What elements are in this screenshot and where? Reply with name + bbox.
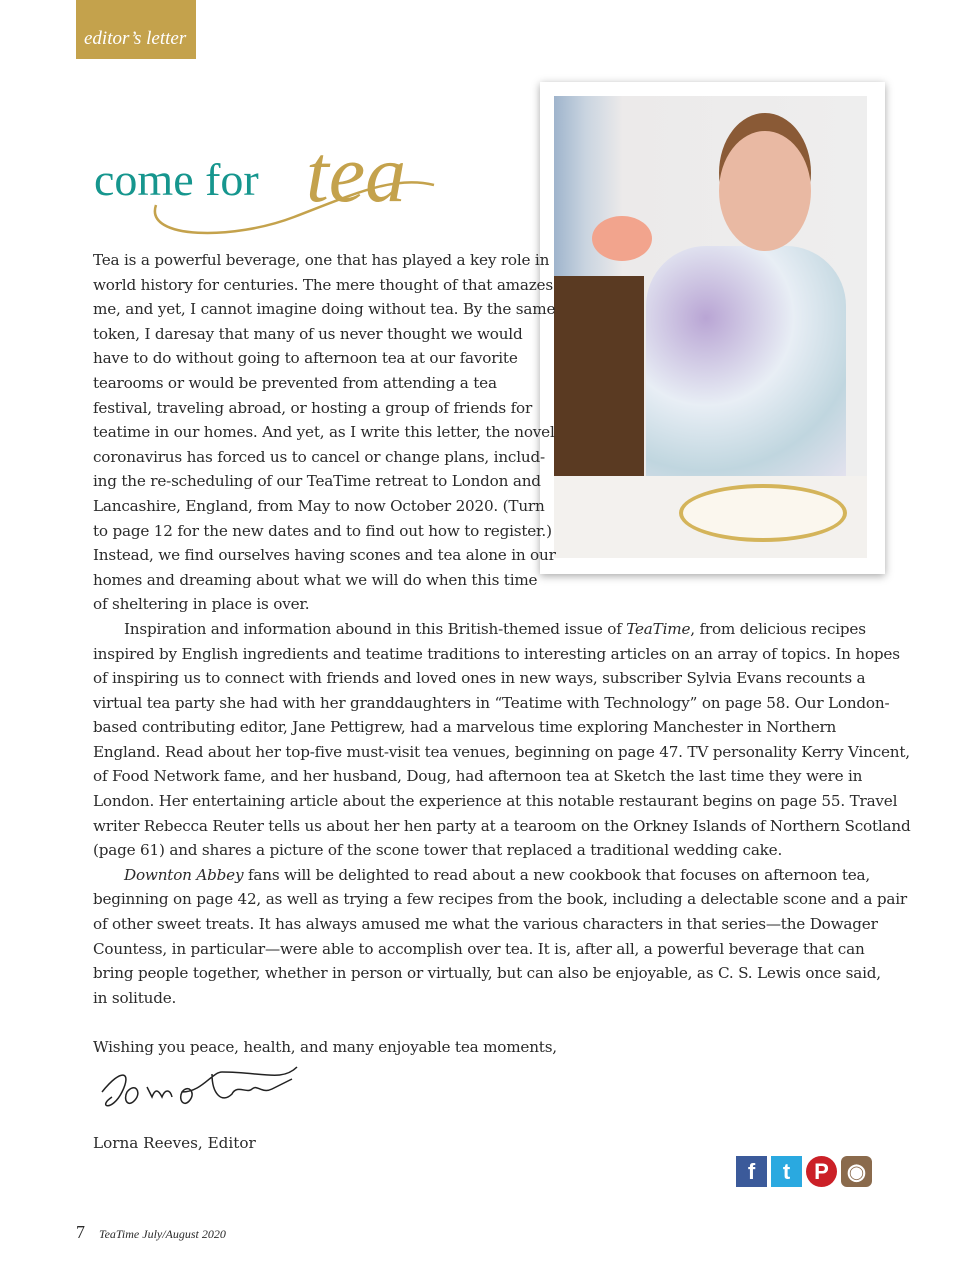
instagram-icon[interactable]: ◉: [841, 1156, 872, 1187]
text-line: inspired by English ingredients and teatime traditions to interesting articles on an array of topics. In hopes: [93, 644, 900, 663]
text-line: writer Rebecca Reuter tells us about her hen party at a tearoom on the Orkney Islands of Northern Scotland: [93, 816, 911, 835]
text-line: Downton Abbey fans will be delighted to read about a new cookbook that focuses on afternoon tea,: [124, 865, 870, 884]
text-line: to page 12 for the new dates and to find out how to register.): [93, 521, 552, 540]
text-line: in solitude.: [93, 988, 177, 1007]
text-line: of inspiring us to connect with friends and loved ones in new ways, subscriber Sylvia Evans recounts a: [93, 669, 866, 688]
text-line: homes and dreaming about what we will do when this time: [93, 570, 538, 589]
text-line: of Food Network fame, and her husband, Doug, had afternoon tea at Sketch the last time they were in: [93, 767, 863, 786]
text-line: virtual tea party she had with her granddaughters in “Teatime with Technology” on page 58. Our London-: [93, 693, 890, 712]
text-line: (page 61) and shares a picture of the scone tower that replaced a traditional wedding cake.: [93, 841, 783, 860]
text-line: world history for centuries. The mere thought of that amazes: [93, 275, 553, 294]
text-line: tearooms or would be prevented from attending a tea: [93, 373, 497, 392]
magazine-issue: TeaTime July/August 2020: [99, 1227, 226, 1241]
text-line: token, I daresay that many of us never thought we would: [93, 324, 523, 343]
twitter-icon[interactable]: t: [771, 1156, 802, 1187]
closing-line: Wishing you peace, health, and many enjoyable tea moments,: [93, 1038, 557, 1056]
pinterest-icon[interactable]: P: [806, 1156, 837, 1187]
text-line: Tea is a powerful beverage, one that has played a key role in: [93, 251, 550, 269]
text-line: Countess, in particular—were able to accomplish over tea. It is, after all, a powerful beverage that can: [93, 939, 865, 958]
editor-name: Lorna Reeves, Editor: [93, 1134, 256, 1152]
text-line: of sheltering in place is over.: [93, 595, 310, 614]
page-footer: [76, 1222, 226, 1243]
text-line: England. Read about her top-five must-visit tea venues, beginning on page 47. TV personality Kerry Vincent,: [93, 742, 910, 761]
text-line: teatime in our homes. And yet, as I write this letter, the novel: [93, 423, 555, 442]
social-icons: [736, 1156, 872, 1187]
text-line: Inspiration and information abound in this British-themed issue of TeaTime, from delicious recipes: [124, 619, 866, 638]
text-line: of other sweet treats. It has always amused me what the various characters in that series—the Dowager: [93, 915, 878, 934]
text-line: ing the re-scheduling of our TeaTime retreat to London and: [93, 472, 541, 491]
letter-body: [93, 248, 911, 1060]
page-title: [94, 128, 454, 245]
text-line: Instead, we find ourselves having scones and tea alone in our: [93, 546, 556, 565]
text-line: beginning on page 42, as well as trying a few recipes from the book, including a delectable scone and a pair: [93, 890, 907, 909]
text-line: bring people together, whether in person or virtually, but can also be enjoyable, as C. S. Lewis once said,: [93, 964, 881, 983]
title-part2: tea: [306, 128, 407, 219]
text-line: based contributing editor, Jane Pettigrew, had a marvelous time exploring Manchester in Northern: [93, 718, 837, 737]
facebook-icon[interactable]: f: [736, 1156, 767, 1187]
text-line: me, and yet, I cannot imagine doing without tea. By the same: [93, 300, 556, 319]
text-line: have to do without going to afternoon tea at our favorite: [93, 349, 518, 368]
text-line: Lancashire, England, from May to now October 2020. (Turn: [93, 496, 545, 515]
text-line: festival, traveling abroad, or hosting a group of friends for: [93, 398, 533, 417]
text-line: coronavirus has forced us to cancel or change plans, includ-: [93, 447, 545, 466]
title-part1: come for: [94, 154, 259, 205]
section-tag: editor’s letter: [76, 0, 196, 59]
signature: [92, 1062, 307, 1132]
page-number: 7: [76, 1222, 85, 1242]
text-line: London. Her entertaining article about the experience at this notable restaurant begins on page 55. Travel: [93, 792, 898, 811]
